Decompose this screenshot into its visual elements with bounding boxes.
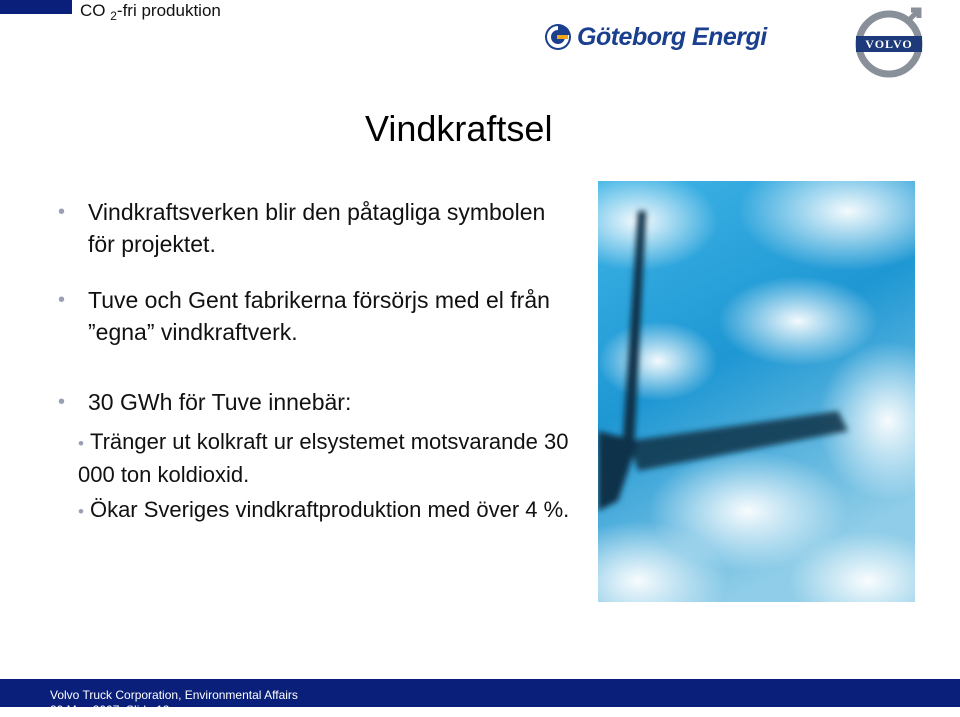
volvo-logo-icon xyxy=(853,6,925,78)
header-subscript: 2 xyxy=(110,9,117,23)
goteborg-energi-logo xyxy=(543,20,767,54)
goteborg-energi-wordmark: Göteborg Energi xyxy=(577,22,767,51)
goteborg-energi-icon xyxy=(543,22,573,52)
sub-bullet-list xyxy=(78,426,578,527)
bullet-list xyxy=(58,196,578,527)
footer-text: Volvo Truck Corporation, Environmental Affairs xyxy=(50,688,298,702)
volvo-logo-text: VOLVO xyxy=(865,37,913,51)
header-suffix: -fri produktion xyxy=(116,1,221,20)
bullet-item: • 30 GWh för Tuve innebär: xyxy=(58,386,578,418)
bullet-dot-icon: • xyxy=(78,434,84,453)
wind-turbine-photo xyxy=(598,181,915,602)
header-title xyxy=(80,1,221,23)
sub-bullet-text: Ökar Sveriges vindkraftproduktion med över 4 %. xyxy=(89,497,570,522)
footer-date-slide: 29 May 2007, Slide 12 xyxy=(50,703,170,717)
sub-bullet-item xyxy=(78,494,578,527)
header-prefix: CO xyxy=(80,1,106,20)
header-accent-bar xyxy=(0,0,72,14)
slide-title: Vindkraftsel xyxy=(365,108,553,149)
bullet-dot-icon: • xyxy=(78,502,84,521)
sub-bullet-text: Tränger ut kolkraft ur elsystemet motsvarande 30 000 ton koldioxid. xyxy=(78,429,569,487)
bullet-item: • Vindkraftsverken blir den påtagliga symbolen för projektet. xyxy=(58,196,578,260)
sub-bullet-item xyxy=(78,426,578,490)
bullet-item: • Tuve och Gent fabrikerna försörjs med el från ”egna” vindkraftverk. xyxy=(58,284,578,348)
